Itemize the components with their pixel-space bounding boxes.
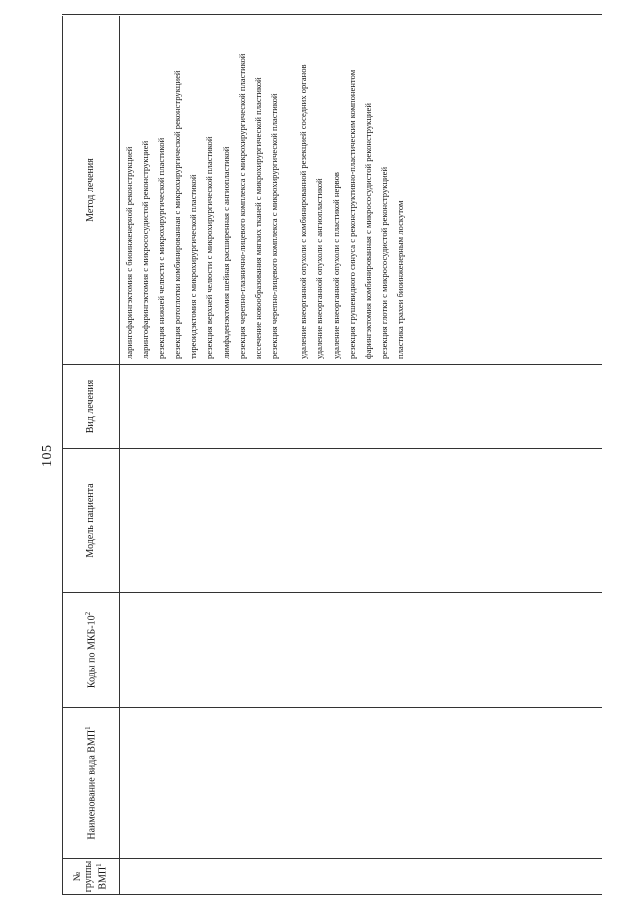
list-item: ларингофарингэктомия с биоинженерной реконструкцией — [124, 146, 134, 359]
header-treatment-type: Вид лечения — [85, 379, 96, 434]
list-item: резекция черепно-глазнично-лицевого комплекса с микрохирургической пластикой — [236, 53, 247, 359]
page-number: 105 — [40, 444, 55, 467]
column-divider — [62, 448, 602, 449]
header-icd-codes: Коды по МКБ-$10^2$ — [84, 611, 98, 689]
header-group-number: № группы ВМП$^1$ — [72, 860, 109, 893]
list-item: резекция нижней челюсти с микрохирургической пластикой — [156, 137, 167, 359]
list-item: резекция ротоглотки комбинированная с микрохирургической реконструкцией — [172, 70, 183, 359]
list-item: лимфаденэктомия шейная расширенная с ангиопластикой — [220, 146, 231, 359]
treatment-method-list — [124, 19, 411, 359]
header-row-separator — [119, 16, 120, 895]
list-item: резекция черепно-лицевого комплекса с микрохирургической пластикой — [268, 93, 279, 359]
column-divider — [62, 707, 602, 708]
header-patient-model: Модель пациента — [85, 483, 96, 558]
column-divider — [62, 364, 602, 365]
list-item: пластика трахеи биоинженерным лоскутом — [394, 200, 405, 359]
list-item: ларингофарингэктомия с микрососудистой реконструкцией — [140, 140, 151, 359]
header-vmp-name: Наименование вида ВМП$^1$ — [84, 726, 98, 840]
list-item: удаление внеорганной опухоли с ангиопластикой — [314, 178, 325, 359]
column-divider — [62, 858, 602, 859]
list-item: удаление внеорганной опухоли с пластикой нервов — [330, 172, 341, 359]
header-treatment-method: Метод лечения — [85, 158, 96, 222]
list-item: тиреоидэктомия с микрохирургической пластикой — [188, 174, 199, 359]
list-item: иссечение новообразования мягких тканей с микрохирургической пластикой — [252, 77, 263, 359]
list-item: резекция верхней челюсти с микрохирургической пластикой — [204, 136, 215, 359]
list-item: удаление внеорганной опухоли с комбинированной резекцией соседних органов — [298, 64, 309, 359]
list-item: резекция глотки с микрососудистой реконструкцией — [378, 166, 389, 359]
list-item: фарингэктомия комбинированная с микрососудистой реконструкцией — [362, 103, 373, 359]
list-item: резекция грушевидного синуса с реконструктивно-пластическим компонентом — [346, 69, 357, 359]
column-divider — [62, 592, 602, 593]
